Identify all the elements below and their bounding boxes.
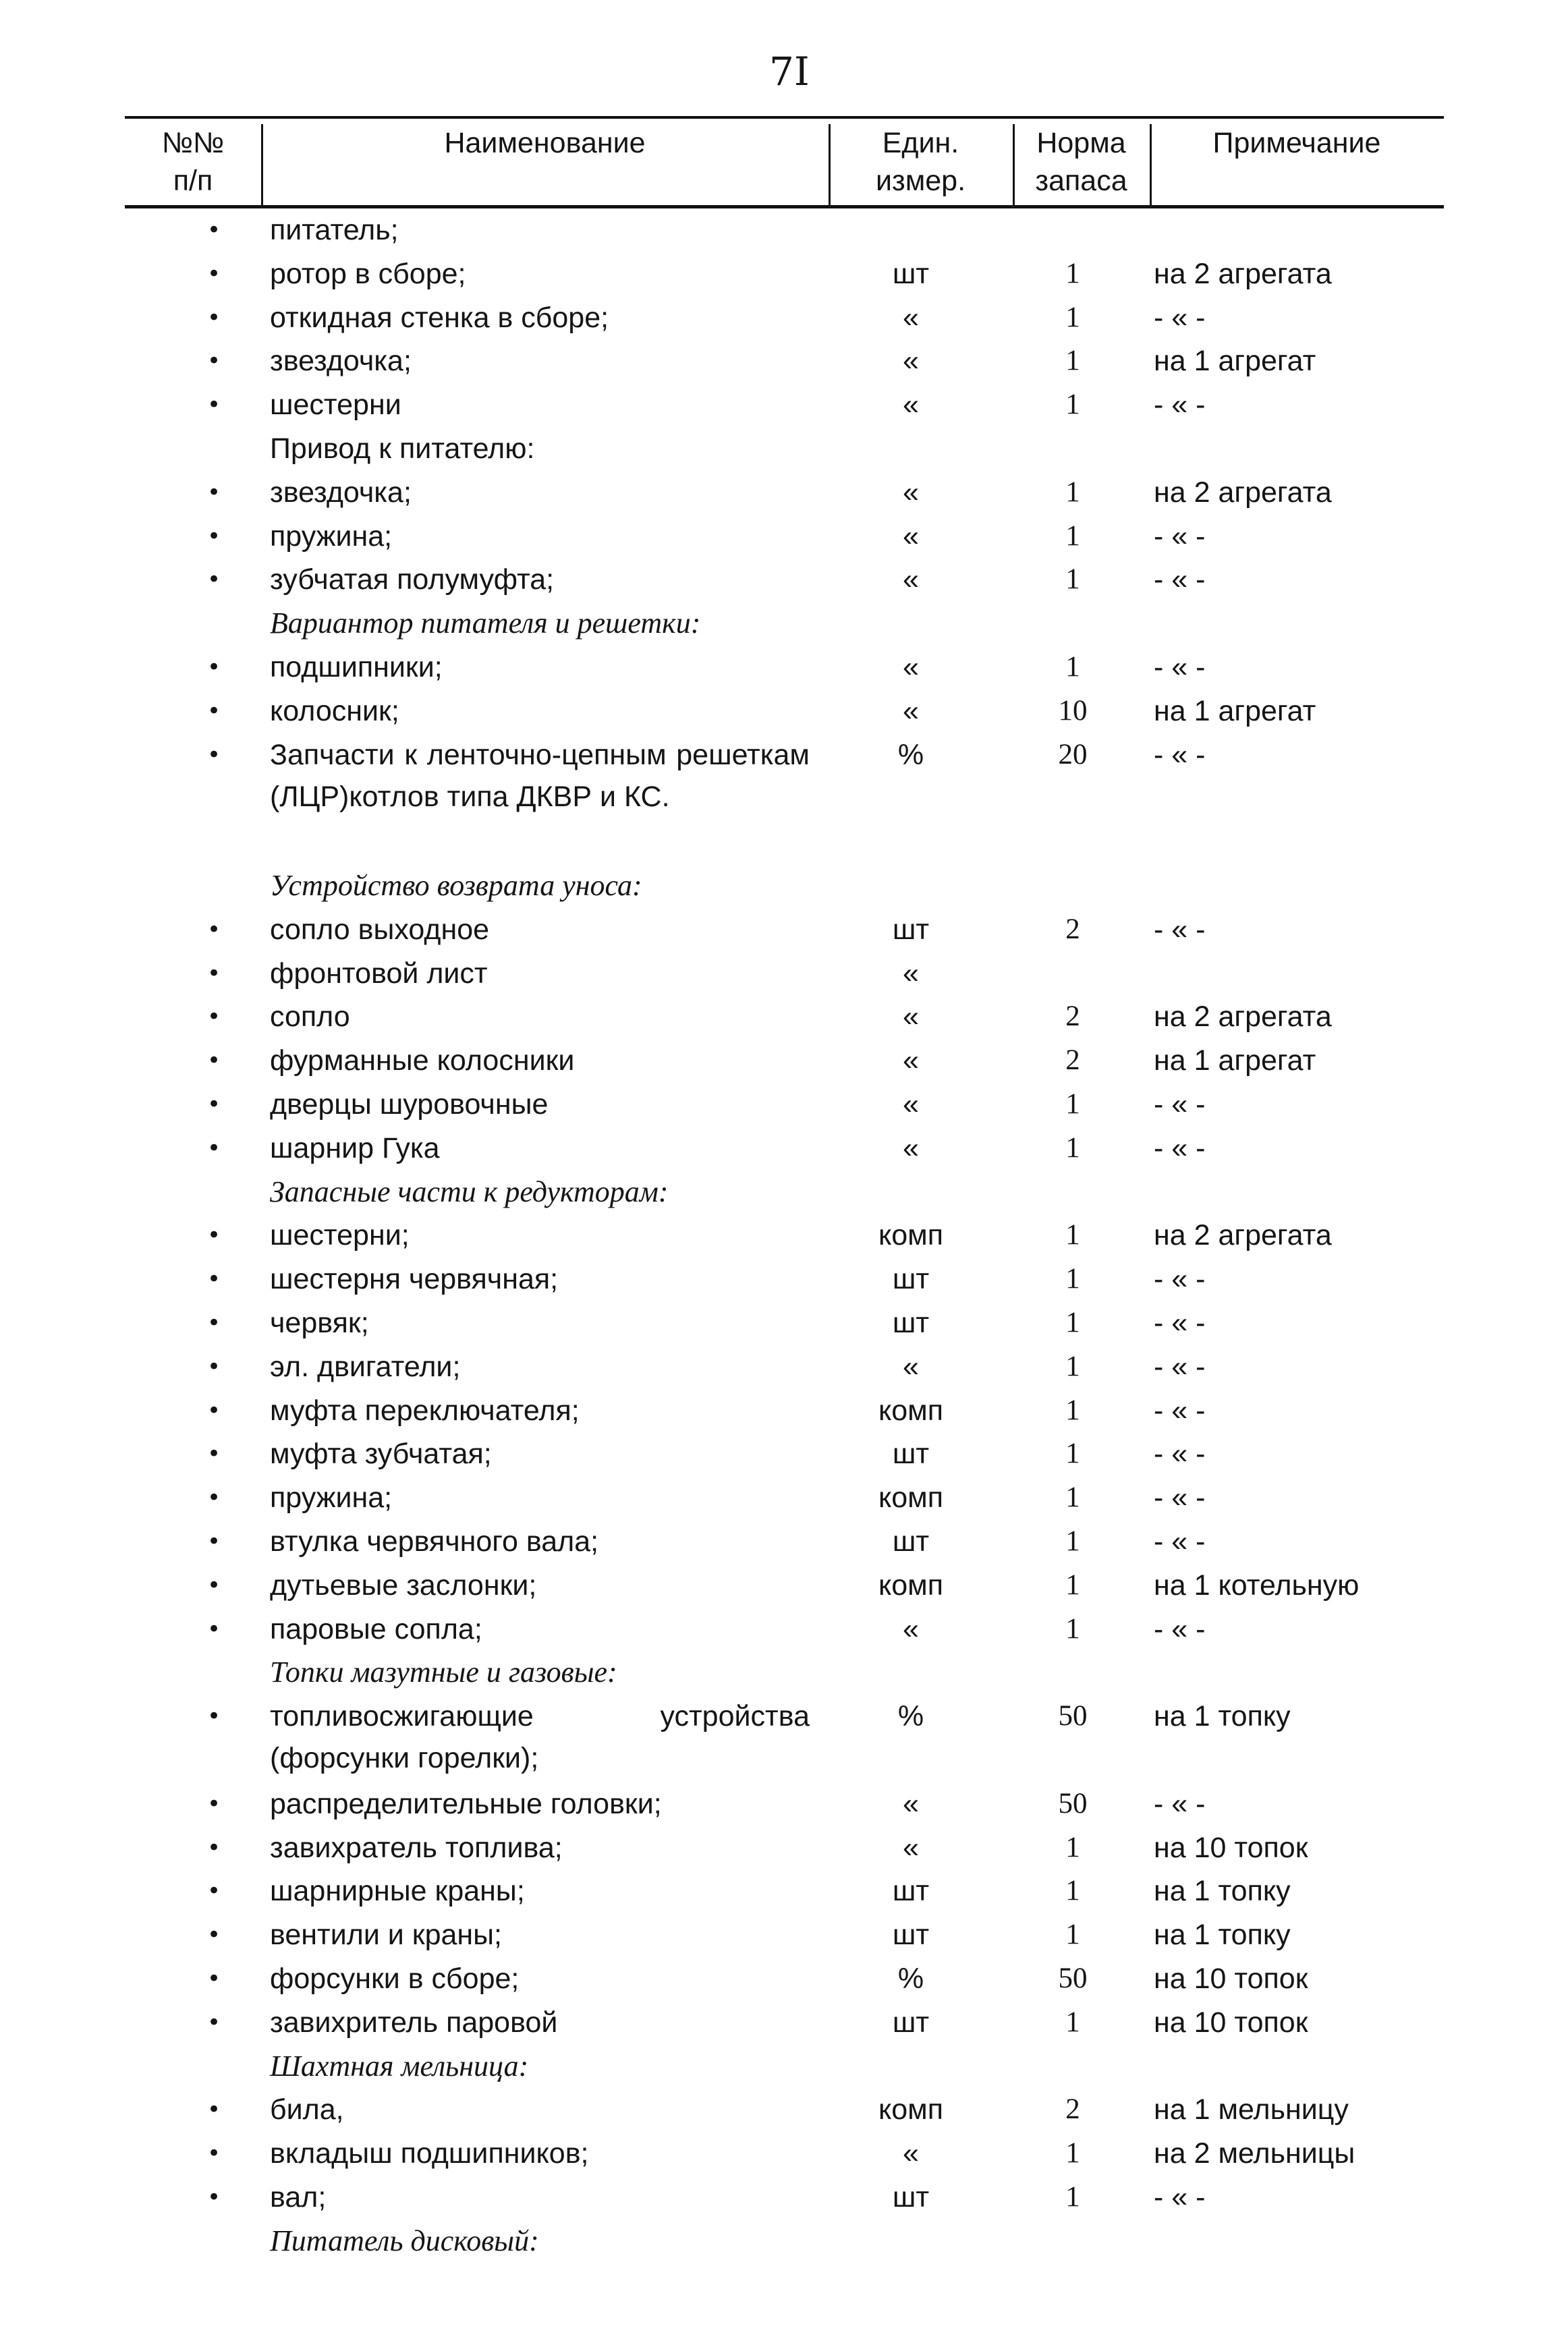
- header-col-note: Примечание: [1212, 127, 1381, 159]
- item-name: вентили и краны;: [270, 1919, 502, 1952]
- item-unit: «: [903, 1831, 919, 1864]
- item-unit: шт: [892, 1438, 930, 1471]
- item-norm: 1: [1065, 2181, 1080, 2213]
- item-name: муфта зубчатая;: [270, 1438, 492, 1471]
- item-name: дутьевые заслонки;: [270, 1569, 537, 1602]
- item-norm: 20: [1058, 738, 1088, 770]
- item-name: била,: [270, 2093, 344, 2126]
- item-name: звездочка;: [270, 345, 412, 378]
- section-heading: [0, 2220, 1568, 2264]
- table-row: [0, 734, 1568, 865]
- item-note: на 2 мельницы: [1154, 2137, 1355, 2170]
- item-note: - « -: [1154, 1350, 1206, 1383]
- item-norm: 1: [1065, 1219, 1080, 1251]
- item-unit: шт: [892, 1919, 930, 1952]
- item-note: - « -: [1154, 2181, 1206, 2213]
- item-note: - « -: [1154, 913, 1206, 946]
- header-col-norm: [1013, 124, 1150, 200]
- table-row: [0, 2176, 1568, 2220]
- item-note: на 10 топок: [1154, 1963, 1308, 1995]
- table-row: [0, 1214, 1568, 1258]
- item-name: Вариантор питателя и решетки:: [270, 606, 701, 640]
- bullet-icon: •: [206, 959, 221, 987]
- bullet-icon: •: [206, 1484, 221, 1512]
- item-unit: «: [903, 519, 919, 553]
- table-row: [0, 2089, 1568, 2133]
- bullet-icon: •: [206, 1353, 221, 1380]
- item-name: ротор в сборе;: [270, 257, 466, 290]
- item-name: фурманные колосники: [270, 1044, 575, 1077]
- item-name: муфта переключателя;: [270, 1394, 580, 1427]
- item-unit: шт: [892, 1525, 930, 1558]
- item-norm: 2: [1065, 913, 1080, 945]
- bullet-icon: •: [206, 1921, 221, 1949]
- item-unit: «: [903, 1131, 919, 1164]
- item-norm: 1: [1065, 389, 1080, 421]
- item-norm: 1: [1065, 301, 1080, 333]
- item-note: на 1 топку: [1154, 1875, 1291, 1908]
- bullet-icon: •: [206, 2140, 221, 2168]
- item-unit: %: [897, 1963, 924, 1995]
- item-name: дверцы шуровочные: [270, 1088, 549, 1121]
- item-name: распределительные головки;: [270, 1787, 662, 1820]
- item-note: - « -: [1154, 519, 1206, 553]
- item-norm: 2: [1065, 1044, 1080, 1077]
- bullet-icon: •: [206, 391, 221, 419]
- item-unit: шт: [892, 257, 930, 290]
- item-note: на 1 котельную: [1154, 1569, 1360, 1602]
- bullet-icon: •: [206, 697, 221, 725]
- table-row: [0, 515, 1568, 559]
- item-note: - « -: [1154, 1394, 1206, 1427]
- bullet-icon: •: [206, 1003, 221, 1031]
- item-note: на 1 агрегат: [1154, 1044, 1316, 1077]
- item-norm: 1: [1065, 1088, 1080, 1120]
- item-norm: 50: [1058, 1787, 1088, 1819]
- bullet-icon: •: [206, 1440, 221, 1468]
- item-unit: «: [903, 345, 919, 378]
- item-note: на 1 топку: [1154, 1700, 1291, 1733]
- item-name: звездочка;: [270, 476, 412, 509]
- item-name: топливосжигающие устройства (форсунки горелки);: [270, 1700, 810, 1775]
- item-name: форсунки в сборе;: [270, 1963, 520, 1995]
- table-row: [0, 690, 1568, 734]
- item-unit: %: [897, 1700, 924, 1733]
- item-note: - « -: [1154, 1612, 1206, 1645]
- item-name: подшипники;: [270, 651, 443, 683]
- item-name: Запчасти к ленточно-цепным решеткам (ЛЦР)котлов типа ДКВР и КС.: [270, 738, 810, 813]
- header-col-name: Наименование: [444, 127, 646, 159]
- table-row: [0, 297, 1568, 341]
- item-note: на 10 топок: [1154, 1831, 1308, 1864]
- item-name: завихритель паровой: [270, 2006, 558, 2039]
- item-name: пружина;: [270, 1481, 393, 1515]
- table-row: [0, 472, 1568, 515]
- item-norm: 1: [1065, 1394, 1080, 1426]
- item-unit: комп: [878, 2093, 944, 2126]
- bullet-icon: •: [206, 522, 221, 550]
- item-name: втулка червячного вала;: [270, 1525, 599, 1558]
- item-name: шестерня червячная;: [270, 1263, 559, 1296]
- table-row: [0, 1521, 1568, 1564]
- item-norm: 1: [1065, 1875, 1080, 1907]
- bullet-icon: •: [206, 2096, 221, 2124]
- table-row: [0, 209, 1568, 253]
- bullet-icon: •: [206, 1703, 221, 1730]
- item-note: - « -: [1154, 1263, 1206, 1296]
- bullet-icon: •: [206, 1571, 221, 1599]
- bullet-icon: •: [206, 1134, 221, 1162]
- item-norm: 1: [1065, 345, 1080, 377]
- item-unit: «: [903, 651, 919, 683]
- table-row: [0, 1346, 1568, 1390]
- item-name: зубчатая полумуфта;: [270, 563, 555, 596]
- item-norm: 1: [1065, 1525, 1080, 1557]
- item-norm: 1: [1065, 1481, 1080, 1514]
- table-row: [0, 1564, 1568, 1608]
- item-note: - « -: [1154, 1787, 1206, 1820]
- item-note: на 1 агрегат: [1154, 694, 1316, 727]
- item-note: на 10 топок: [1154, 2006, 1308, 2039]
- item-norm: 1: [1065, 1831, 1080, 1863]
- bullet-icon: •: [206, 1309, 221, 1336]
- table-row: [0, 1127, 1568, 1171]
- item-note: - « -: [1154, 1088, 1206, 1121]
- item-note: - « -: [1154, 1438, 1206, 1471]
- item-unit: «: [903, 1088, 919, 1121]
- item-unit: «: [903, 1044, 919, 1077]
- item-unit: шт: [892, 2181, 930, 2213]
- section-heading: [0, 428, 1568, 472]
- item-norm: 1: [1065, 1263, 1080, 1295]
- item-note: на 1 агрегат: [1154, 345, 1316, 378]
- item-note: на 1 топку: [1154, 1919, 1291, 1952]
- bullet-icon: •: [206, 1965, 221, 1992]
- table-row: [0, 559, 1568, 602]
- bullet-icon: •: [206, 1615, 221, 1643]
- bullet-icon: •: [206, 2184, 221, 2211]
- item-norm: 1: [1065, 1131, 1080, 1164]
- item-norm: 1: [1065, 1612, 1080, 1645]
- table-row: [0, 909, 1568, 953]
- section-heading: [0, 1652, 1568, 1695]
- item-note: на 1 мельницу: [1154, 2093, 1349, 2126]
- item-unit: %: [897, 738, 924, 771]
- item-name: завихратель топлива;: [270, 1831, 563, 1864]
- section-heading: [0, 865, 1568, 909]
- bullet-icon: •: [206, 741, 221, 768]
- item-name: колосник;: [270, 694, 399, 727]
- item-norm: 2: [1065, 1000, 1080, 1033]
- item-norm: 1: [1065, 563, 1080, 596]
- bullet-icon: •: [206, 2008, 221, 2036]
- item-unit: «: [903, 1612, 919, 1645]
- table-header: [125, 116, 1444, 208]
- item-norm: 50: [1058, 1963, 1088, 1994]
- item-unit: комп: [878, 1481, 944, 1515]
- item-unit: «: [903, 301, 919, 334]
- item-norm: 1: [1065, 519, 1080, 552]
- item-name: вал;: [270, 2181, 327, 2213]
- item-norm: 1: [1065, 1350, 1080, 1382]
- bullet-icon: •: [206, 1878, 221, 1905]
- item-norm: 2: [1065, 2093, 1080, 2126]
- table-row: [0, 2133, 1568, 2176]
- item-norm: 1: [1065, 2137, 1080, 2170]
- item-norm: 1: [1065, 1919, 1080, 1951]
- item-name: шарнирные краны;: [270, 1875, 525, 1908]
- header-col-number-line1: №№: [161, 127, 225, 159]
- bullet-icon: •: [206, 1790, 221, 1817]
- table-row: [0, 1870, 1568, 1914]
- table-row: [0, 2002, 1568, 2045]
- item-unit: «: [903, 1000, 919, 1034]
- item-note: - « -: [1154, 1307, 1206, 1339]
- item-norm: 1: [1065, 1438, 1080, 1470]
- table-row: [0, 253, 1568, 297]
- item-unit: комп: [878, 1219, 944, 1252]
- bullet-icon: •: [206, 654, 221, 681]
- table-row: [0, 1433, 1568, 1477]
- bullet-icon: •: [206, 1396, 221, 1424]
- page-number: 7I: [769, 49, 810, 94]
- item-name: вкладыш подшипников;: [270, 2137, 589, 2170]
- bullet-icon: •: [206, 1047, 221, 1075]
- section-heading: [0, 602, 1568, 646]
- item-unit: «: [903, 389, 919, 422]
- item-norm: 1: [1065, 257, 1080, 289]
- item-unit: комп: [878, 1394, 944, 1427]
- item-norm: 1: [1065, 651, 1080, 683]
- item-norm: 10: [1058, 694, 1088, 727]
- item-note: - « -: [1154, 1131, 1206, 1164]
- item-name: шестерни: [270, 389, 401, 422]
- bullet-icon: •: [206, 1528, 221, 1555]
- table-row: [0, 646, 1568, 690]
- bullet-icon: •: [206, 1091, 221, 1118]
- item-unit: комп: [878, 1569, 944, 1602]
- item-name: откидная стенка в сборе;: [270, 301, 609, 334]
- item-unit: «: [903, 476, 919, 509]
- bullet-icon: •: [206, 260, 221, 287]
- item-note: - « -: [1154, 563, 1206, 596]
- item-unit: шт: [892, 1875, 930, 1908]
- item-unit: «: [903, 1787, 919, 1820]
- bullet-icon: •: [206, 478, 221, 506]
- item-unit: шт: [892, 2006, 930, 2039]
- item-note: на 2 агрегата: [1154, 257, 1332, 290]
- table-row: [0, 1608, 1568, 1652]
- item-name: сопло выходное: [270, 913, 490, 946]
- item-note: - « -: [1154, 301, 1206, 334]
- bullet-icon: •: [206, 217, 221, 244]
- bullet-icon: •: [206, 1834, 221, 1861]
- item-name: Устройство возврата уноса:: [270, 869, 642, 902]
- item-unit: «: [903, 694, 919, 727]
- table-row: [0, 1958, 1568, 2002]
- table-row: [0, 1477, 1568, 1521]
- item-unit: шт: [892, 1263, 930, 1296]
- item-name: фронтовой лист: [270, 957, 488, 990]
- table-row: [0, 1390, 1568, 1434]
- header-col-unit-line2: измер.: [875, 165, 966, 197]
- table-row: [0, 384, 1568, 428]
- item-name: шестерни;: [270, 1219, 410, 1252]
- item-unit: «: [903, 2137, 919, 2170]
- table-row: [0, 1083, 1568, 1127]
- bullet-icon: •: [206, 1222, 221, 1249]
- item-norm: 1: [1065, 2006, 1080, 2038]
- item-note: на 2 агрегата: [1154, 476, 1332, 509]
- table-row: [0, 340, 1568, 384]
- item-name: сопло: [270, 1000, 350, 1034]
- header-col-norm-line2: запаса: [1035, 165, 1127, 197]
- table-row: [0, 1258, 1568, 1302]
- bullet-icon: •: [206, 566, 221, 594]
- table-row: [0, 1914, 1568, 1958]
- item-note: - « -: [1154, 389, 1206, 422]
- table-row: [0, 996, 1568, 1040]
- header-col-number: [125, 124, 261, 200]
- item-name: питатель;: [270, 214, 399, 246]
- item-note: на 2 агрегата: [1154, 1219, 1332, 1252]
- section-heading: [0, 2045, 1568, 2089]
- item-note: - « -: [1154, 651, 1206, 683]
- table-row: [0, 1695, 1568, 1783]
- table-row: [0, 953, 1568, 996]
- table-row: [0, 1040, 1568, 1083]
- header-col-norm-line1: Норма: [1036, 127, 1126, 159]
- item-norm: 1: [1065, 476, 1080, 508]
- bullet-icon: •: [206, 304, 221, 331]
- item-name: червяк;: [270, 1307, 369, 1339]
- item-name: Питатель дисковый:: [270, 2224, 539, 2257]
- item-name: Запасные части к редукторам:: [270, 1175, 669, 1208]
- item-name: Топки мазутные и газовые:: [270, 1656, 617, 1689]
- item-unit: «: [903, 563, 919, 596]
- item-name: Шахтная мельница:: [270, 2049, 529, 2083]
- table-row: [0, 1827, 1568, 1871]
- item-note: на 2 агрегата: [1154, 1000, 1332, 1034]
- item-norm: 1: [1065, 1307, 1080, 1338]
- header-col-unit-line1: Един.: [882, 127, 959, 159]
- item-name: Привод к питателю:: [270, 432, 535, 465]
- table-row: [0, 1783, 1568, 1827]
- item-name: шарнир Гука: [270, 1131, 440, 1164]
- item-name: паровые сопла;: [270, 1612, 482, 1645]
- item-unit: шт: [892, 1307, 930, 1339]
- header-col-number-line2: п/п: [173, 165, 213, 197]
- item-norm: 50: [1058, 1700, 1088, 1732]
- item-note: - « -: [1154, 1525, 1206, 1558]
- item-note: - « -: [1154, 1481, 1206, 1515]
- section-heading: [0, 1171, 1568, 1215]
- header-col-unit: [829, 124, 1013, 200]
- bullet-icon: •: [206, 915, 221, 943]
- item-name: пружина;: [270, 519, 393, 553]
- bullet-icon: •: [206, 347, 221, 375]
- item-name: эл. двигатели;: [270, 1350, 461, 1383]
- item-unit: «: [903, 957, 919, 990]
- item-note: - « -: [1154, 738, 1206, 771]
- item-unit: шт: [892, 913, 930, 946]
- item-unit: «: [903, 1350, 919, 1383]
- bullet-icon: •: [206, 1266, 221, 1293]
- item-norm: 1: [1065, 1569, 1080, 1601]
- table-row: [0, 1302, 1568, 1346]
